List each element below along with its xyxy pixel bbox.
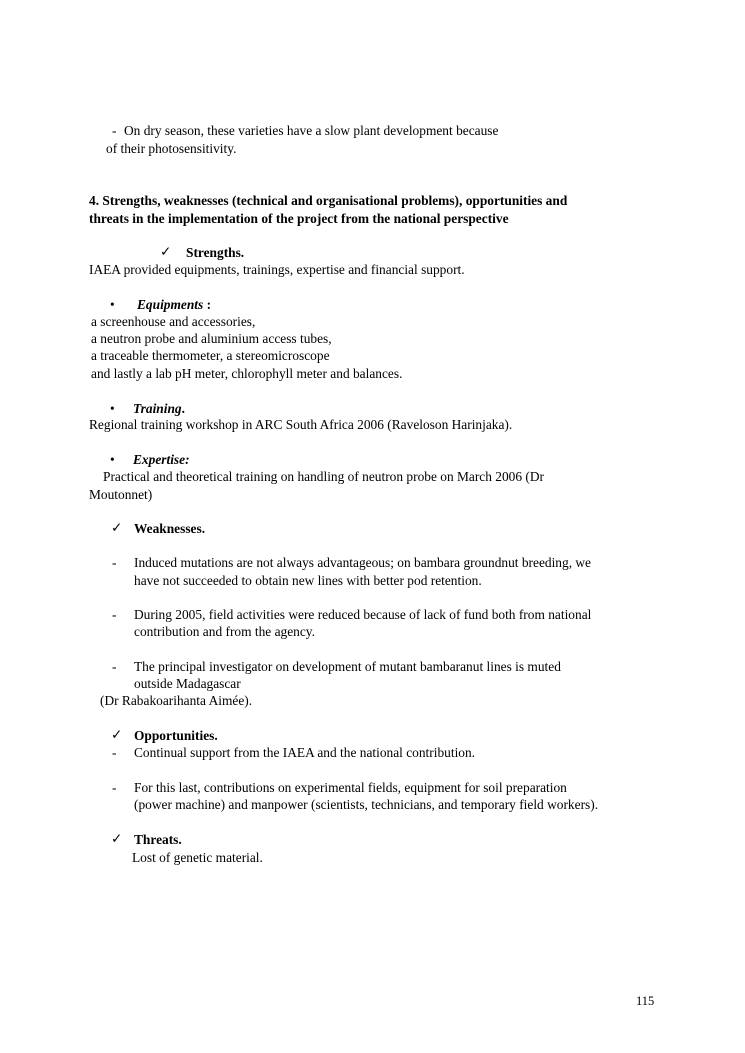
intro-line-1: On dry season, these varieties have a slow plant development because — [124, 123, 499, 138]
check-icon: ✓ — [111, 727, 123, 742]
bullet-icon: • — [110, 401, 115, 416]
equipments-heading — [137, 296, 211, 314]
weaknesses-title: Weaknesses. — [134, 521, 206, 536]
equipment-item: a traceable thermometer, a stereomicroscope — [91, 348, 330, 363]
dash-marker: - — [112, 780, 117, 795]
intro-line-2: of their photosensitivity. — [106, 141, 237, 156]
strengths-title: Strengths. — [186, 245, 245, 260]
weakness-line: outside Madagascar — [134, 676, 241, 691]
expertise-line-1: Practical and theoretical training on handling of neutron probe on March 2006 (Dr — [103, 469, 545, 484]
dash-marker: - — [112, 607, 117, 622]
bullet-icon: • — [110, 297, 115, 312]
dash-marker: - — [112, 555, 117, 570]
training-text: Regional training workshop in ARC South Africa 2006 (Raveloson Harinjaka). — [89, 417, 513, 432]
equipments-colon: : — [206, 297, 212, 312]
training-period: . — [181, 401, 185, 416]
dash-marker: - — [112, 659, 117, 674]
weakness-line: contribution and from the agency. — [134, 624, 315, 639]
training-label: Training — [133, 401, 182, 416]
equipment-item: a neutron probe and aluminium access tubes, — [91, 331, 332, 346]
opportunity-line: (power machine) and manpower (scientists, technicians, and temporary field workers). — [134, 797, 599, 812]
expertise-label: Expertise: — [133, 452, 190, 467]
check-icon: ✓ — [160, 244, 172, 259]
weakness-line: Induced mutations are not always advantageous; on bambara groundnut breeding, we — [134, 555, 592, 570]
opportunity-line: Continual support from the IAEA and the national contribution. — [134, 745, 476, 760]
expertise-line-2: Moutonnet) — [89, 487, 153, 502]
equipment-item: and lastly a lab pH meter, chlorophyll meter and balances. — [91, 366, 403, 381]
dash-marker: - — [112, 745, 117, 760]
weakness-line: (Dr Rabakoarihanta Aimée). — [100, 693, 253, 708]
threats-text: Lost of genetic material. — [132, 850, 263, 865]
weakness-line: have not succeeded to obtain new lines with better pod retention. — [134, 573, 482, 588]
page-number: 115 — [636, 994, 655, 1008]
check-icon: ✓ — [111, 520, 123, 535]
check-icon: ✓ — [111, 831, 123, 846]
threats-title: Threats. — [134, 832, 182, 847]
strengths-intro: IAEA provided equipments, trainings, expertise and financial support. — [89, 262, 465, 277]
intro-dash: - — [112, 123, 117, 138]
equipment-item: a screenhouse and accessories, — [91, 314, 256, 329]
weakness-line: The principal investigator on development of mutant bambaranut lines is muted — [134, 659, 561, 674]
weakness-line: During 2005, field activities were reduced because of lack of fund both from national — [134, 607, 592, 622]
opportunities-title: Opportunities. — [134, 728, 218, 743]
opportunity-line: For this last, contributions on experimental fields, equipment for soil preparation — [134, 780, 567, 795]
bullet-icon: • — [110, 452, 115, 467]
section-heading-line-2: threats in the implementation of the project from the national perspective — [89, 211, 509, 226]
training-heading — [133, 400, 185, 418]
equipments-label: Equipments — [137, 297, 204, 312]
section-heading-line-1: 4. Strengths, weaknesses (technical and organisational problems), opportunities and — [89, 193, 568, 208]
